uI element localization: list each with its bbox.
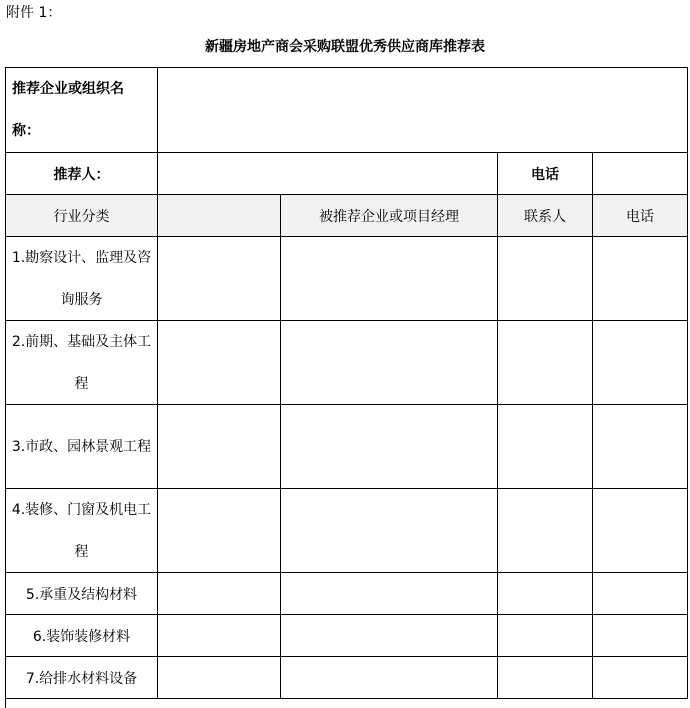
category-label: 7.给排水材料设备 <box>6 657 158 699</box>
company-cell[interactable] <box>281 405 498 489</box>
recommender-input[interactable] <box>158 153 498 195</box>
category-label: 4.装修、门窗及机电工程 <box>6 489 158 573</box>
table-cell[interactable] <box>158 489 281 573</box>
category-label: 1.勘察设计、监理及咨询服务 <box>6 237 158 321</box>
phone-cell[interactable] <box>593 489 688 573</box>
header-category: 行业分类 <box>6 195 158 237</box>
contact-cell[interactable] <box>498 321 593 405</box>
header-contact: 联系人 <box>498 195 593 237</box>
form-title: 新疆房地产商会采购联盟优秀供应商库推荐表 <box>205 39 485 55</box>
category-label: 5.承重及结构材料 <box>6 573 158 615</box>
company-cell[interactable] <box>281 321 498 405</box>
phone-cell[interactable] <box>593 405 688 489</box>
contact-cell[interactable] <box>498 237 593 321</box>
table-cell[interactable] <box>158 321 281 405</box>
category-label: 6.装饰装修材料 <box>6 615 158 657</box>
phone-cell[interactable] <box>593 237 688 321</box>
org-name-label: 推荐企业或组织名称： <box>6 68 158 153</box>
header-blank <box>158 195 281 237</box>
recommender-phone-label: 电话 <box>498 153 593 195</box>
table-cell[interactable] <box>158 573 281 615</box>
org-name-input[interactable] <box>158 68 688 153</box>
recommendation-table <box>5 67 688 708</box>
phone-cell[interactable] <box>593 615 688 657</box>
company-cell[interactable] <box>281 489 498 573</box>
category-label: 3.市政、园林景观工程 <box>6 405 158 489</box>
phone-cell[interactable] <box>593 321 688 405</box>
contact-cell[interactable] <box>498 657 593 699</box>
table-cell[interactable] <box>158 657 281 699</box>
contact-cell[interactable] <box>498 615 593 657</box>
table-cell[interactable] <box>158 237 281 321</box>
company-cell[interactable] <box>281 573 498 615</box>
table-cell[interactable] <box>158 405 281 489</box>
phone-cell[interactable] <box>593 657 688 699</box>
recommender-label: 推荐人： <box>6 153 158 195</box>
attachment-label: 附件 1： <box>6 5 62 21</box>
contact-cell[interactable] <box>498 573 593 615</box>
phone-cell[interactable] <box>593 573 688 615</box>
header-company: 被推荐企业或项目经理 <box>281 195 498 237</box>
table-cell[interactable] <box>158 615 281 657</box>
category-label: 2.前期、基础及主体工程 <box>6 321 158 405</box>
company-cell[interactable] <box>281 657 498 699</box>
company-cell[interactable] <box>281 237 498 321</box>
contact-cell[interactable] <box>498 405 593 489</box>
contact-cell[interactable] <box>498 489 593 573</box>
company-cell[interactable] <box>281 615 498 657</box>
header-phone: 电话 <box>593 195 688 237</box>
recommender-phone-input[interactable] <box>593 153 688 195</box>
